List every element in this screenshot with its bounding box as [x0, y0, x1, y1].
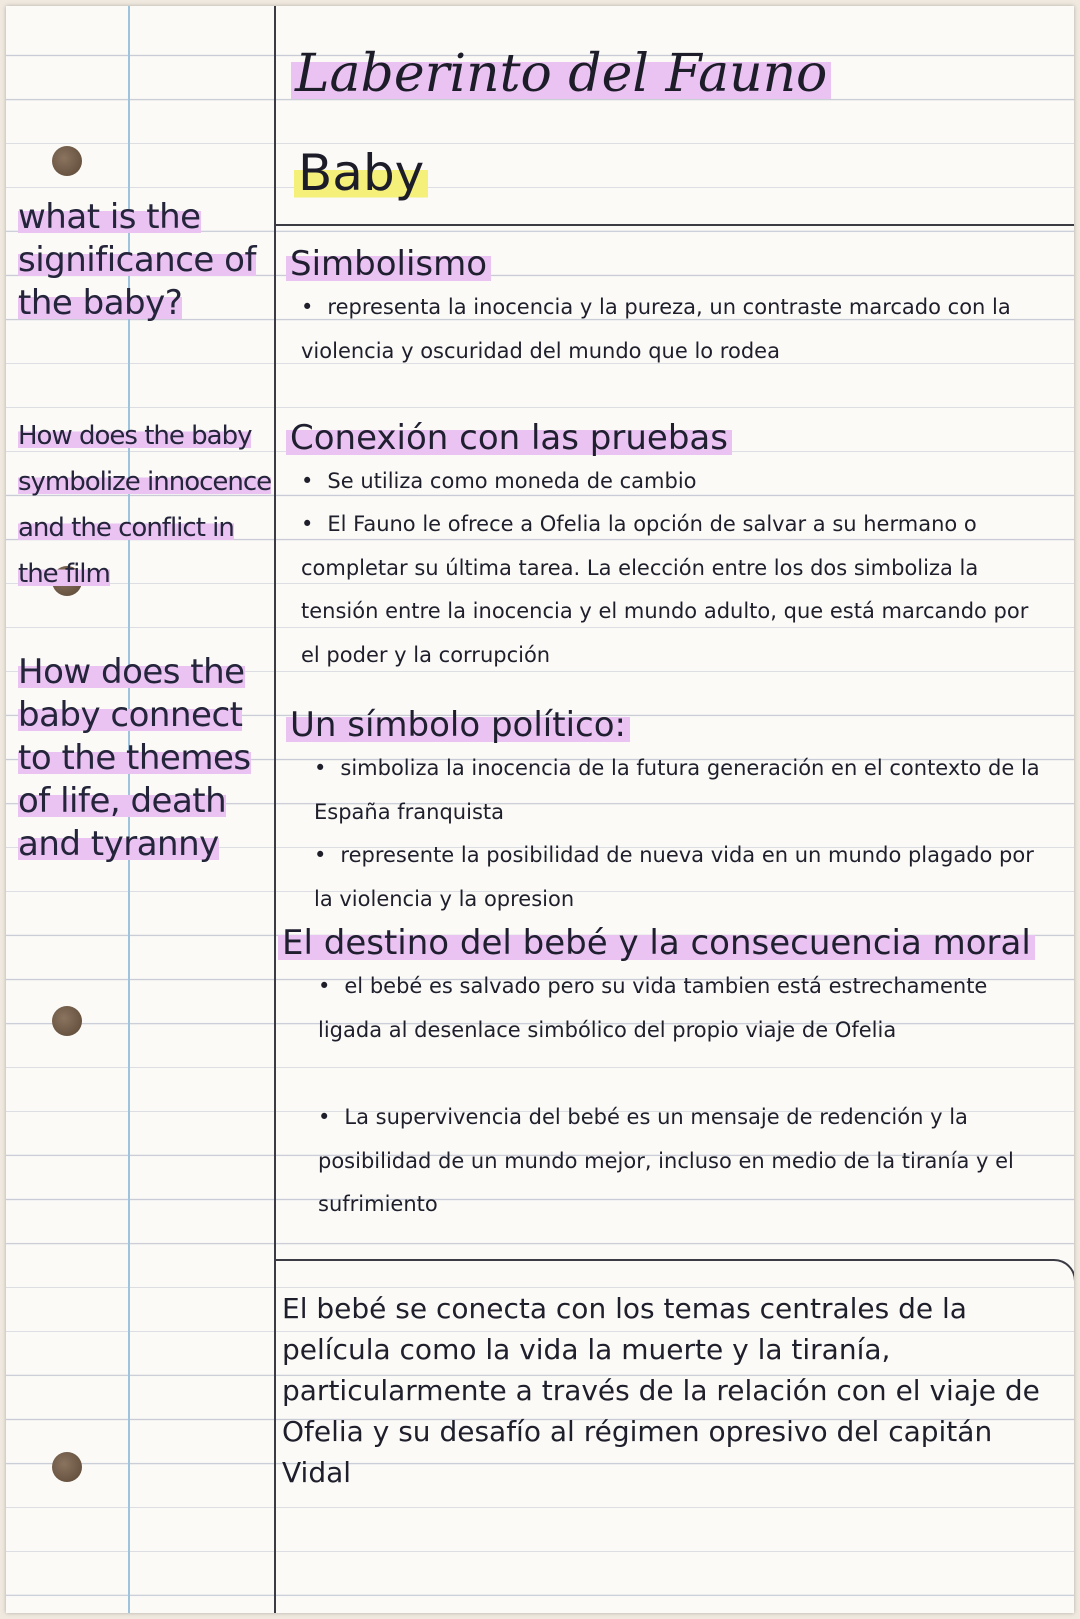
bullet-item: • El Fauno le ofrece a Ofelia la opción de salvar a su hermano o completar su última tarea. La elección entre los dos simboliza la tensión entre la inocencia y el mundo adulto, que está marcando por el poder y la corrupción: [301, 512, 1029, 667]
bullet-item: • Se utiliza como moneda de cambio: [301, 469, 697, 493]
notebook-page: [6, 6, 1074, 1613]
page-title: Laberinto del Fauno: [291, 44, 831, 104]
section-heading: Conexión con las pruebas: [286, 416, 732, 460]
section-heading: El destino del bebé y la consecuencia moral: [278, 921, 1035, 965]
punch-hole: [52, 1452, 82, 1482]
bullet-item: • simboliza la inocencia de la futura generación en el contexto de la España franquista: [314, 756, 1040, 824]
cue-question-2: How does the baby symbolize innocence and the conflict in the film: [18, 421, 272, 589]
punch-hole: [52, 146, 82, 176]
page-subtitle: Baby: [294, 144, 428, 202]
punch-hole: [52, 1006, 82, 1036]
bullet-item: • represente la posibilidad de nueva vida en un mundo plagado por la violencia y la opresion: [314, 843, 1034, 911]
section-heading: Simbolismo: [286, 242, 491, 286]
cue-question-3: How does the baby connect to the themes of life, death and tyranny: [18, 652, 251, 864]
section-heading: Un símbolo político:: [286, 703, 630, 747]
bullet-item: • representa la inocencia y la pureza, un contraste marcado con la violencia y oscuridad del mundo que lo rodea: [301, 295, 1011, 363]
summary-text: El bebé se conecta con los temas centrales de la película como la vida la muerte y la tiranía, particularmente a través de la relación con el viaje de Ofelia y su desafío al régimen opresivo del capitán Vidal: [282, 1292, 1040, 1489]
title-divider: [276, 224, 1074, 226]
bullet-item: • el bebé es salvado pero su vida tambien está estrechamente ligada al desenlace simbólico del propio viaje de Ofelia: [318, 974, 988, 1042]
cue-question-1: what is the significance of the baby?: [18, 197, 256, 323]
bullet-item: • La supervivencia del bebé es un mensaje de redención y la posibilidad de un mundo mejor, incluso en medio de la tiranía y el sufrimiento: [318, 1105, 1014, 1216]
